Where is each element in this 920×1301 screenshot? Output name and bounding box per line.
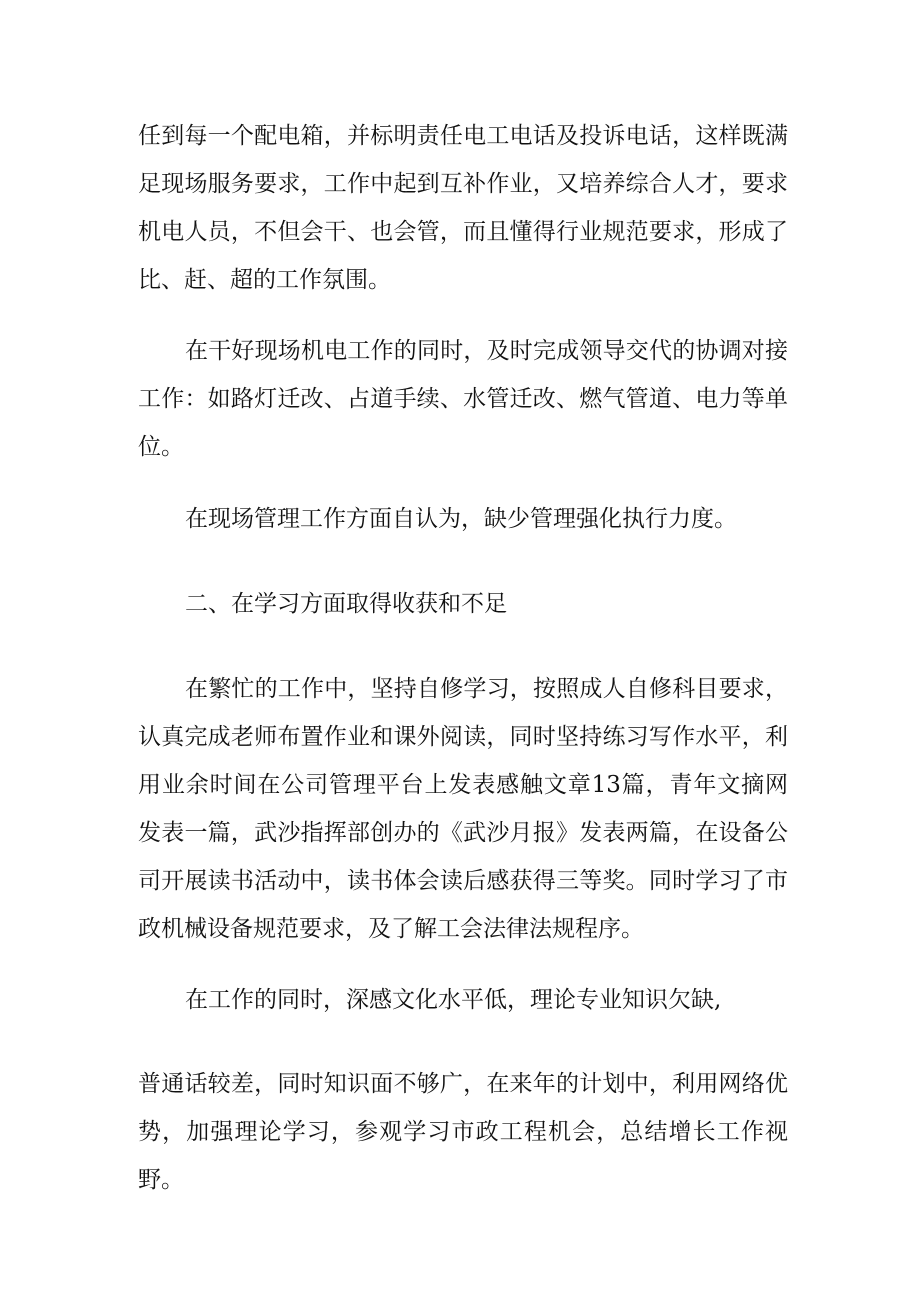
paragraph-study-achievements: 在繁忙的工作中，坚持自修学习，按照成人自修科目要求，认真完成老师布置作业和课外阅读，同时坚持练习写作水平，利用业余时间在公司管理平台上发表感触文章13篇，青年文摘网发表一篇，武沙指挥部创办的《武沙月报》发表两篇，在设备公司开展读书活动中，读书体会读后感获得三等奖。同时学习了市政机械设备规范要求，及了解工会法律法规程序。 <box>138 676 788 942</box>
paragraph-plan: 普通话较差，同时知识面不够广，在来年的计划中，利用网络优势，加强理论学习，参观学习市政工程机会，总结增长工作视野。 <box>138 1071 788 1193</box>
section-heading-study: 二、在学习方面取得收获和不足 <box>185 591 507 617</box>
paragraph-coordination-work: 在干好现场机电工作的同时，及时完成领导交代的协调对接工作：如路灯迁改、占道手续、水管迁改、燃气管道、电力等单位。 <box>138 338 788 460</box>
paragraph-continuation: 任到每一个配电箱，并标明责任电工电话及投诉电话，这样既满足现场服务要求，工作中起到互补作业，又培养综合人才，要求机电人员，不但会干、也会管，而且懂得行业规范要求，形成了比、赶、超的工作氛围。 <box>138 123 788 293</box>
paragraph-site-management: 在现场管理工作方面自认为，缺少管理强化执行力度。 <box>185 506 737 532</box>
paragraph-shortcomings: 在工作的同时，深感文化水平低，理论专业知识欠缺, <box>185 987 722 1013</box>
